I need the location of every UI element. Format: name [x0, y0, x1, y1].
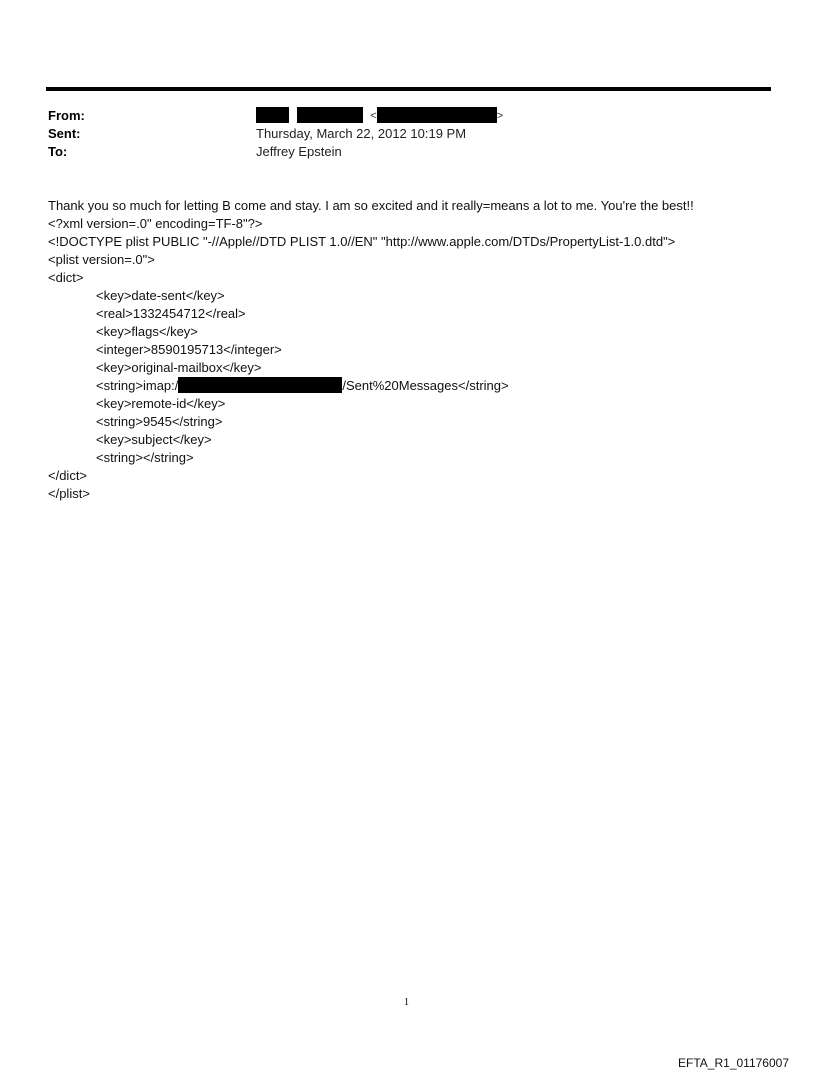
to-label: To: [48, 144, 68, 159]
message-body [48, 197, 788, 503]
xml-declaration: <?xml version=.0" encoding=TF-8"?> [48, 216, 263, 231]
plist-line: <real>1332454712</real> [96, 306, 246, 321]
plist-line: <key>original-mailbox</key> [96, 360, 262, 375]
from-email-close: > [496, 110, 504, 122]
bates-number: EFTA_R1_01176007 [678, 1056, 789, 1070]
imap-suffix: /Sent%20Messages</string> [342, 378, 509, 393]
plist-open: <plist version=.0"> [48, 252, 155, 267]
imap-line [48, 377, 788, 395]
redaction-box [256, 107, 289, 123]
redaction-box [178, 377, 342, 393]
plist-line: <key>flags</key> [96, 324, 198, 339]
page-number: 1 [404, 997, 409, 1008]
plist-line: <key>remote-id</key> [96, 396, 226, 411]
sent-value: Thursday, March 22, 2012 10:19 PM [256, 126, 467, 141]
plist-line: <key>date-sent</key> [96, 288, 225, 303]
dict-open: <dict> [48, 270, 84, 285]
redaction-box [377, 107, 497, 123]
plist-line: <integer>8590195713</integer> [96, 342, 282, 357]
imap-prefix: <string>imap:/ [96, 378, 179, 393]
to-value: Jeffrey Epstein [256, 144, 342, 159]
redaction-box [297, 107, 363, 123]
from-value [256, 107, 503, 123]
doctype-line: <!DOCTYPE plist PUBLIC "-//Apple//DTD PLIST 1.0//EN" "http://www.apple.com/DTDs/PropertyList-1.0.dtd"> [48, 234, 676, 249]
dict-close: </dict> [48, 468, 88, 483]
from-label: From: [48, 108, 85, 123]
header-rule [46, 87, 771, 91]
plist-close: </plist> [48, 486, 90, 501]
from-email-open: < [370, 110, 377, 122]
message-text: Thank you so much for letting B come and stay. I am so excited and it really=means a lot to me. You're the best!! [48, 198, 694, 213]
plist-line: <string>9545</string> [96, 414, 223, 429]
plist-line: <string></string> [96, 450, 194, 465]
sent-label: Sent: [48, 126, 81, 141]
plist-line: <key>subject</key> [96, 432, 212, 447]
